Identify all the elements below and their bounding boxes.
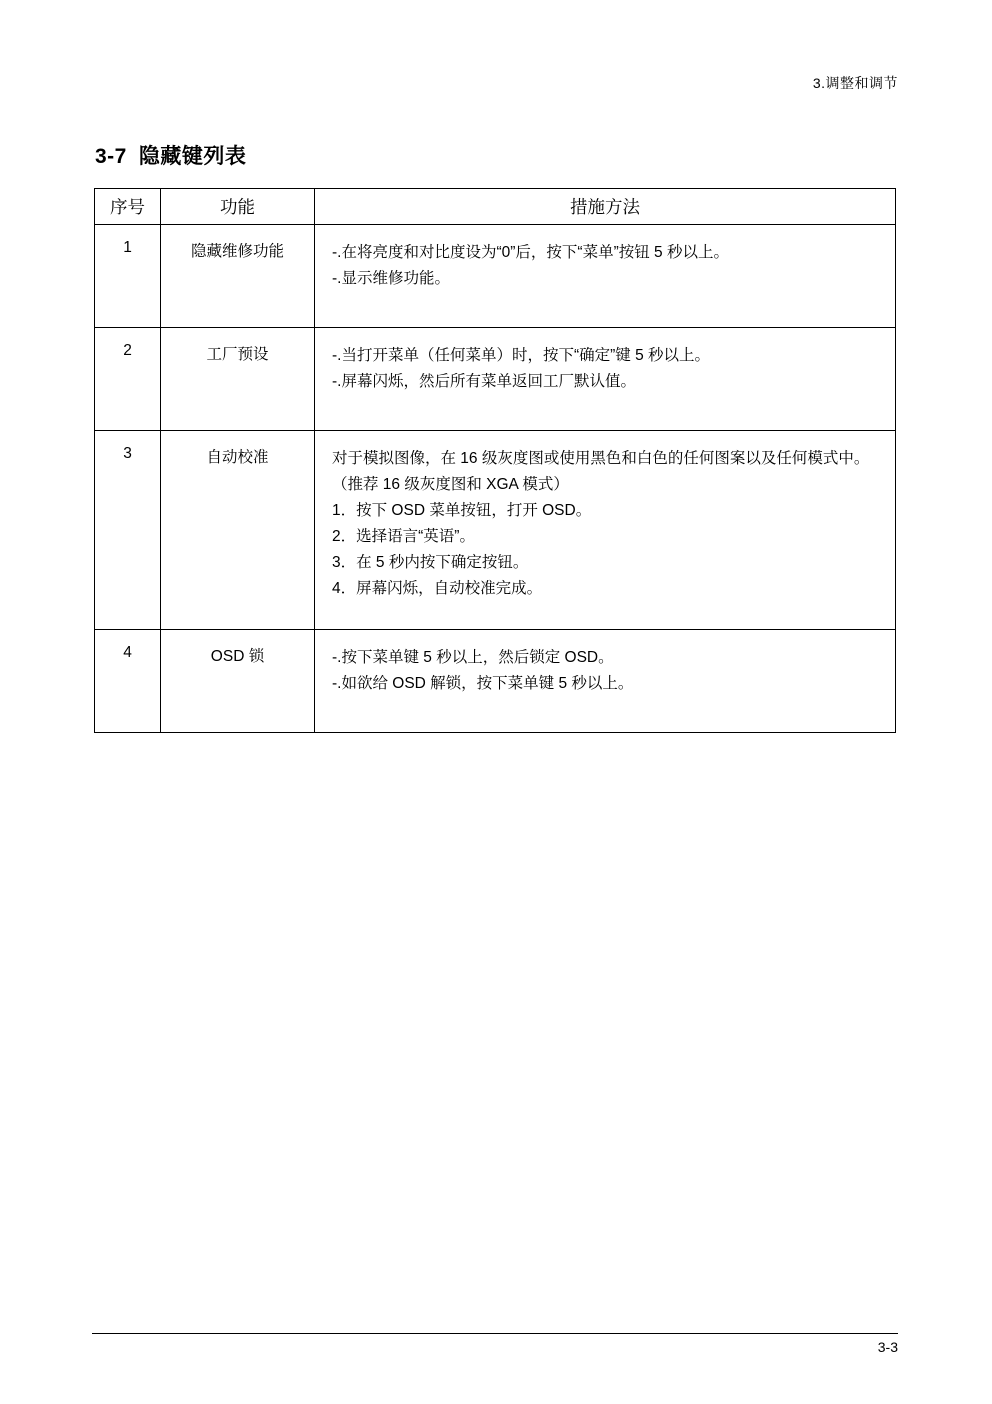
row-function: 隐藏维修功能	[161, 225, 315, 328]
chapter-header: 3.调整和调节	[812, 75, 898, 91]
header-method: 措施方法	[315, 189, 896, 225]
footer-divider	[92, 1333, 898, 1334]
method-line: 3．在 5 秒内按下确定按钮。	[332, 554, 529, 571]
table-row	[95, 328, 896, 431]
row-method	[315, 431, 896, 630]
page-number: 3-3	[877, 1339, 898, 1355]
method-line: -.如欲给 OSD 解锁，按下菜单键 5 秒以上。	[332, 675, 634, 692]
hidden-key-table	[94, 188, 896, 733]
method-line: 2．选择语言“英语”。	[332, 528, 475, 545]
header-function: 功能	[161, 189, 315, 225]
method-line: 4．屏幕闪烁，自动校准完成。	[332, 580, 543, 597]
method-line: 对于模拟图像，在 16 级灰度图或使用黑色和白色的任何图案以及任何模式中。（推荐 16 级灰度图和 XGA 模式）	[332, 450, 870, 493]
method-line: -.屏幕闪烁，然后所有菜单返回工厂默认值。	[332, 373, 636, 390]
method-line: -.按下菜单键 5 秒以上，然后锁定 OSD。	[332, 649, 614, 666]
section-number: 3-7	[95, 145, 127, 168]
row-index: 2	[95, 328, 161, 431]
row-index: 4	[95, 630, 161, 733]
row-index: 3	[95, 431, 161, 630]
row-method	[315, 225, 896, 328]
row-index: 1	[95, 225, 161, 328]
section-title-text: 隐藏键列表	[138, 145, 247, 168]
row-function: OSD 锁	[161, 630, 315, 733]
row-method	[315, 630, 896, 733]
table-header-row	[95, 189, 896, 225]
row-function: 自动校准	[161, 431, 315, 630]
method-line: -.当打开菜单（任何菜单）时，按下“确定”键 5 秒以上。	[332, 347, 711, 364]
table-row	[95, 630, 896, 733]
table-row	[95, 431, 896, 630]
table-row	[95, 225, 896, 328]
section-title	[95, 140, 246, 170]
method-line: -.显示维修功能。	[332, 270, 450, 287]
row-method	[315, 328, 896, 431]
row-function: 工厂预设	[161, 328, 315, 431]
method-line: -.在将亮度和对比度设为“0”后，按下“菜单”按钮 5 秒以上。	[332, 244, 729, 261]
header-index: 序号	[95, 189, 161, 225]
method-line: 1．按下 OSD 菜单按钮，打开 OSD。	[332, 502, 592, 519]
